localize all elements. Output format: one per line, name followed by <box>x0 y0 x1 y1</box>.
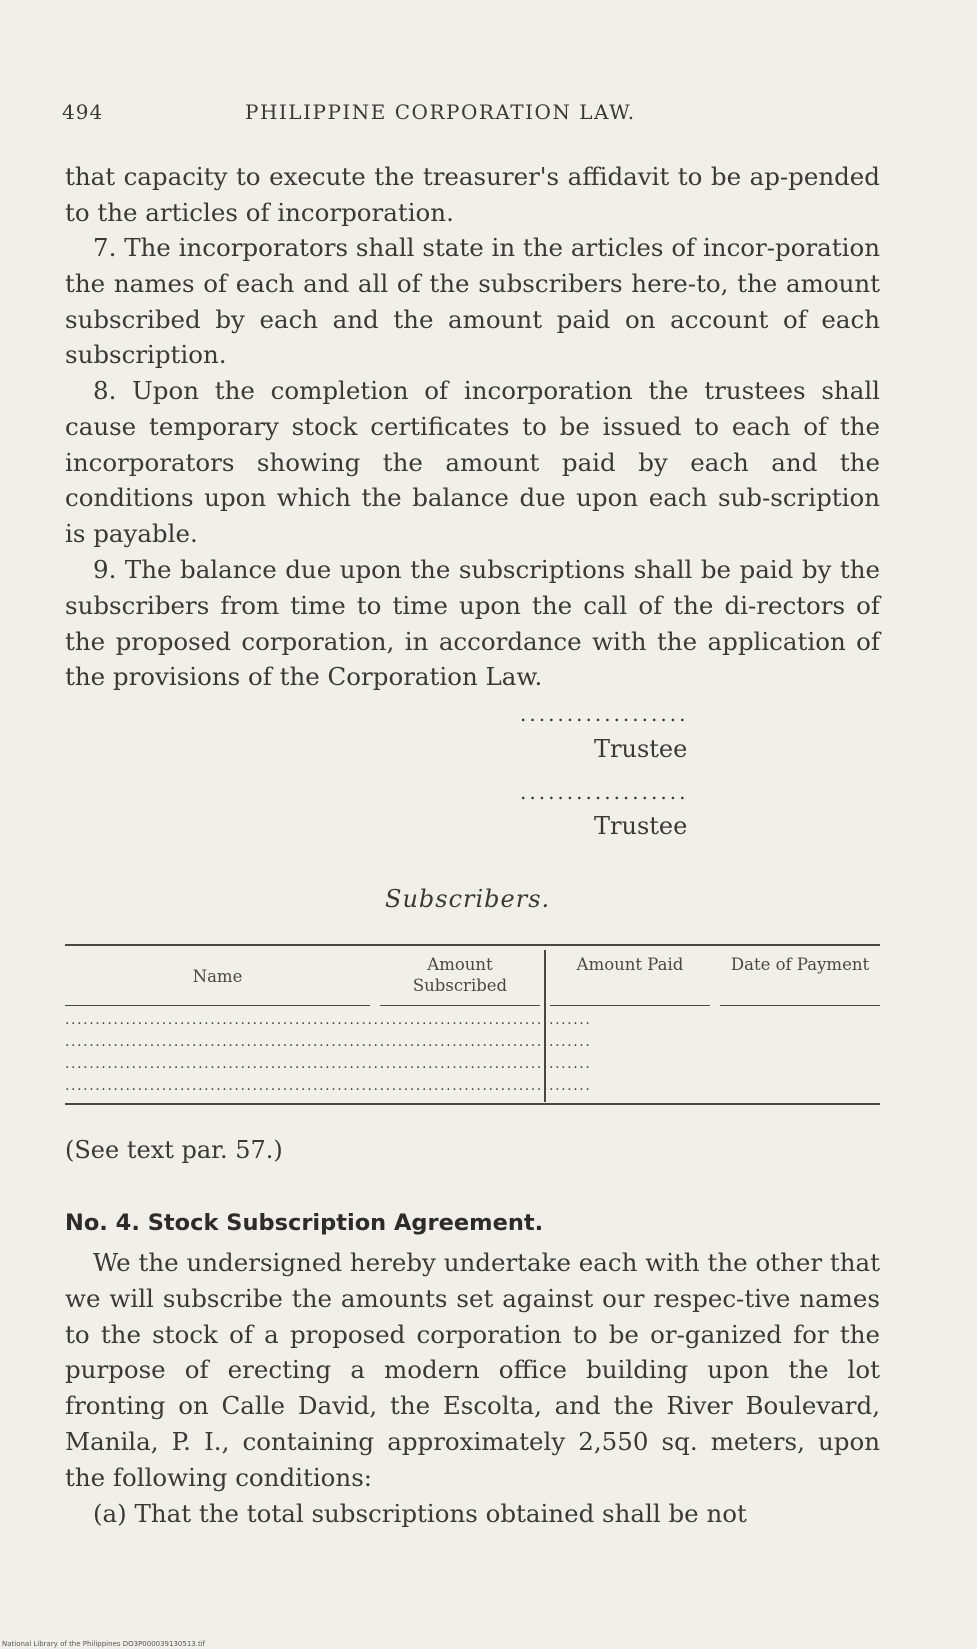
paragraph-continuation: that capacity to execute the treasurer's affidavit to be ap-pended to the articles of incorporation. <box>65 162 880 227</box>
signature-line-2: .................. <box>520 780 689 804</box>
signature-label-2: Trustee <box>594 812 688 840</box>
subscribers-title: Subscribers. <box>385 885 551 913</box>
agreement-paragraph: We the undersigned hereby undertake each with the other that we will subscribe the amounts set against our respec-tive names to the stock of a proposed corporation to be or-ganized for the purpose of erecting a modern office building upon the lot fronting on Calle David, the Escolta, and the River Boulevard, Manila, P. I., containing approximately 2,550 sq. meters, upon the following conditions: <box>65 1248 880 1492</box>
column-header-date-of-payment: Date of Payment <box>730 955 870 974</box>
table-row: ....................................................................................... <box>65 1078 592 1094</box>
header-underline-name <box>65 1005 370 1006</box>
running-title: PHILIPPINE CORPORATION LAW. <box>245 100 636 124</box>
signature-label-1: Trustee <box>594 735 688 763</box>
column-header-name: Name <box>192 967 243 986</box>
page-header <box>62 100 882 130</box>
section-heading: No. 4. Stock Subscription Agreement. <box>65 1210 544 1236</box>
condition-a: (a) That the total subscriptions obtained shall be not <box>93 1499 747 1528</box>
column-header-amount-paid: Amount Paid <box>576 955 684 974</box>
scan-footer: National Library of the Philippines DO3P000039130513.tif <box>2 1640 206 1648</box>
table-row: ....................................................................................... <box>65 1012 592 1028</box>
paragraph-8: 8. Upon the completion of incorporation the trustees shall cause temporary stock certificates to be issued to each of the incorporators showing the amount paid by each and the conditions upon which the balance due upon each sub-scription is payable. <box>65 376 880 549</box>
signature-line-1: .................. <box>520 702 689 726</box>
table-bottom-rule <box>65 1103 880 1105</box>
header-underline-date <box>720 1005 880 1006</box>
header-underline-subscribed <box>380 1005 540 1006</box>
table-top-rule <box>65 944 880 946</box>
reference-note: (See text par. 57.) <box>65 1136 283 1164</box>
header-underline-paid <box>550 1005 710 1006</box>
column-header-amount-subscribed: Amount Subscribed <box>412 955 508 995</box>
table-row: ....................................................................................... <box>65 1034 592 1050</box>
paragraph-9: 9. The balance due upon the subscriptions shall be paid by the subscribers from time to time upon the call of the di-rectors of the proposed corporation, in accordance with the application of the provisions of the Corporation Law. <box>65 555 880 692</box>
table-row: ....................................................................................... <box>65 1056 592 1072</box>
paragraph-7: 7. The incorporators shall state in the articles of incor-poration the names of each and all of the subscribers here-to, the amount subscribed by each and the amount paid on account of each subscription. <box>65 233 880 370</box>
page-number: 494 <box>62 100 104 124</box>
